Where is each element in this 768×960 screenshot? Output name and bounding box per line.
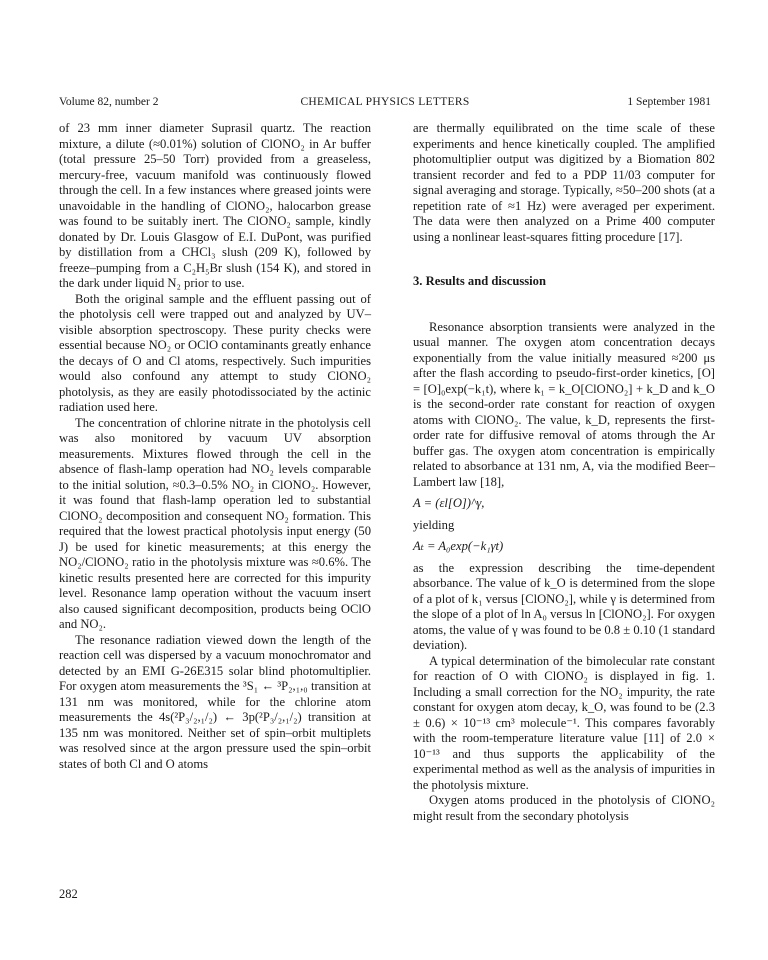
paragraph: Both the original sample and the effluent passing out of the photolysis cell were trapped out and analyzed by UV–visible absorption spectroscopy. These purity checks were essential because NO₂ or OClO contaminants greatly enhance the decays of O and Cl atoms, respectively. Such impurities would also confound any attempt to study ClONO₂ photolysis, as they are easily photodissociated by the actinic radiation used here.	[59, 291, 371, 414]
paragraph: of 23 mm inner diameter Suprasil quartz. The reaction mixture, a dilute (≈0.01%) solution of ClONO₂ in Ar buffer (total pressure 25–50 Torr) provided from a greaseless, mercury-free, vacuum manifold was continuously flowed through the cell. In a few instances where greased joints were unavoidable in the handling of ClONO₂, halocarbon grease was found to be suitably inert. The ClONO₂ sample, kindly donated by Dr. Louis Glasgow of E.I. DuPont, was purified by distillation from a CHCl₃ slush (209 K), followed by freeze–pumping from a C₂H₅Br slush (154 K), and stored in the dark under liquid N₂ prior to use.	[59, 121, 371, 290]
running-header	[59, 93, 711, 111]
journal-title: CHEMICAL PHYSICS LETTERS	[300, 96, 470, 108]
right-column	[413, 121, 715, 824]
page-number: 282	[59, 887, 78, 901]
paragraph: Oxygen atoms produced in the photolysis of ClONO₂ might result from the secondary photolysis	[413, 793, 715, 823]
equation: Aₜ = A₀exp(−k₁γt)	[413, 539, 504, 553]
equation-connector: yielding	[413, 517, 455, 532]
left-column	[59, 121, 371, 772]
equation: A = (εl[O])^γ,	[413, 496, 485, 510]
issue-date: 1 September 1981	[627, 96, 711, 108]
volume-label: Volume 82, number 2	[59, 96, 159, 108]
paragraph: as the expression describing the time-dependent absorbance. The value of k_O is determined from the slope of a plot of k₁ versus [ClONO₂], while γ is determined from the slope of a plot of ln A₀ versus ln [ClONO₂]. For oxygen atoms, the value of γ was found to be 0.8 ± 0.10 (1 standard deviation).	[413, 560, 715, 652]
paragraph: Resonance absorption transients were analyzed in the usual manner. The oxygen atom concentration decays exponentially from the value initially measured ≈200 μs after the flash according to pseudo-first-order kinetics, [O] = [O]₀exp(−k₁t), where k₁ = k_O[ClONO₂] + k_D and k_O is the second-order rate constant for reaction of oxygen atoms with ClONO₂. The value, k_D, represents the first-order rate for diffusive removal of atoms through the Ar buffer gas. The oxygen atom concentration is empirically related to absorbance at 131 nm, A, via the modified Beer–Lambert law [18],	[413, 319, 715, 489]
paragraph: The concentration of chlorine nitrate in the photolysis cell was also monitored by vacuum UV absorption measurements. Mixtures flowed through the cell in the absence of flash-lamp operation had NO₂ levels comparable to the initial solution, ≈0.3–0.5% NO₂ in ClONO₂. However, it was found that flash-lamp operation led to substantial ClONO₂ decomposition and consequent NO₂ formation. This required that the lowest practical photolysis input energy (50 J) be used for kinetic measurements; at this energy the NO₂/ClONO₂ ratio in the photolysis mixture was ≈0.6%. The kinetic results presented here are corrected for this impurity level. Resonance lamp operation without the vacuum insert also caused significant decomposition, products being OClO and NO₂.	[59, 415, 371, 631]
paragraph: A typical determination of the bimolecular rate constant for reaction of O with ClONO₂ is displayed in fig. 1. Including a small correction for the NO₂ impurity, the rate constant for oxygen atom decay, k_O, was found to be (2.3 ± 0.6) × 10⁻¹³ cm³ molecule⁻¹. This compares favorably with the room-temperature literature value [11] of 2.0 × 10⁻¹³ and thus supports the applicability of the experimental method as well as the analysis of impurities in the photolysis mixture.	[413, 653, 715, 792]
paragraph: are thermally equilibrated on the time scale of these experiments and hence kinetically coupled. The amplified photomultiplier output was digitized by a Biomation 802 transient recorder and fed to a PDP 11/03 computer for signal averaging and storage. Typically, ≈50–200 shots (at a repetition rate of ≈1 Hz) were averaged per experiment. The data were then analyzed on a Prime 400 computer using a nonlinear least-squares fitting procedure [17].	[413, 121, 715, 244]
paragraph: The resonance radiation viewed down the length of the reaction cell was dispersed by a vacuum monochromator and detected by an EMI G-26E315 solar blind photomultiplier. For oxygen atom measurements the ³S₁ ← ³P₂,₁,₀ transition at 131 nm was monitored, while for the chlorine atom measurements the 4s(²P₃/₂,₁/₂) ← 3p(²P₃/₂,₁/₂) transition at 135 nm was monitored. Neither set of spin–orbit multiplets was resolved since at the argon pressure used the spin–orbit states of both Cl and O atoms	[59, 632, 371, 771]
section-heading: 3. Results and discussion	[413, 274, 546, 288]
